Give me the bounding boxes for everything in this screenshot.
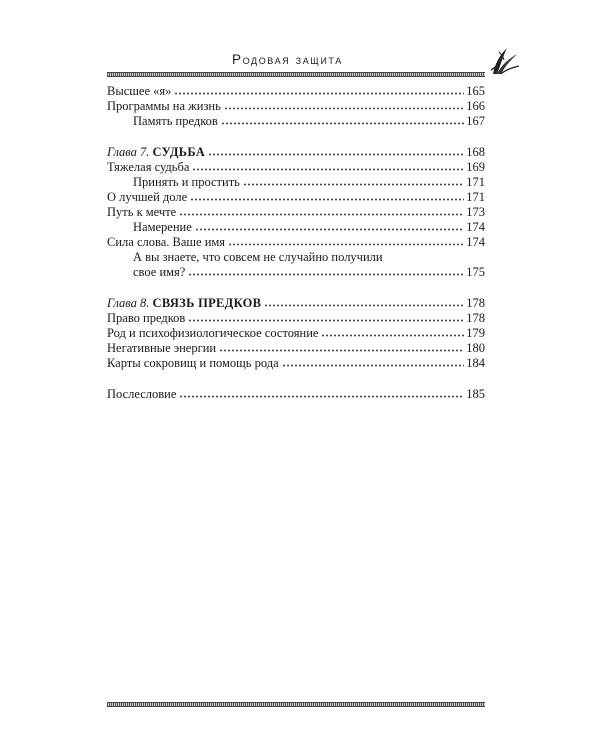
leader-dots bbox=[188, 312, 464, 322]
toc-entry-page: 171 bbox=[466, 175, 485, 189]
leader-dots bbox=[188, 266, 464, 276]
chapter-name: СУДЬБА bbox=[152, 145, 206, 159]
toc-entry-title: Негативные энергии bbox=[107, 341, 217, 355]
toc-entry-page: 178 bbox=[466, 311, 485, 325]
toc-entry-page: 178 bbox=[466, 296, 485, 310]
toc-entry bbox=[107, 205, 485, 220]
leader-dots bbox=[219, 342, 464, 352]
toc-entry-title: Программы на жизнь bbox=[107, 99, 221, 113]
toc-entry-page: 180 bbox=[466, 341, 485, 355]
toc-entry-title: Память предков bbox=[133, 114, 218, 128]
table-of-contents bbox=[107, 84, 485, 402]
toc-entry bbox=[107, 114, 485, 129]
leader-dots bbox=[228, 236, 464, 246]
leader-dots bbox=[179, 206, 464, 216]
toc-chapter-title bbox=[107, 296, 261, 311]
chapter-prefix: Глава 8. bbox=[107, 296, 150, 310]
toc-entry bbox=[107, 190, 485, 205]
toc-entry bbox=[107, 356, 485, 371]
leader-dots bbox=[179, 388, 464, 398]
toc-entry-title: Сила слова. Ваше имя bbox=[107, 235, 226, 249]
toc-entry-page: 173 bbox=[466, 205, 485, 219]
toc-entry-line2 bbox=[107, 265, 485, 280]
toc-chapter-entry bbox=[107, 296, 485, 311]
toc-entry-page: 179 bbox=[466, 326, 485, 340]
toc-chapter-title bbox=[107, 145, 205, 160]
toc-entry-line1 bbox=[107, 250, 485, 265]
leader-dots bbox=[174, 85, 464, 95]
toc-entry bbox=[107, 99, 485, 114]
leader-dots bbox=[208, 146, 464, 156]
toc-entry-title: Право предков bbox=[107, 311, 186, 325]
toc-entry bbox=[107, 311, 485, 326]
toc-entry-title: А вы знаете, что совсем не случайно получили bbox=[133, 250, 383, 264]
toc-entry-page: 185 bbox=[466, 387, 485, 401]
toc-entry-page: 171 bbox=[466, 190, 485, 204]
toc-entry bbox=[107, 160, 485, 175]
toc-entry-page: 167 bbox=[466, 114, 485, 128]
leader-dots bbox=[264, 297, 464, 307]
toc-entry-title: Принять и простить bbox=[133, 175, 240, 189]
leader-dots bbox=[190, 191, 464, 201]
toc-entry bbox=[107, 175, 485, 190]
chapter-prefix: Глава 7. bbox=[107, 145, 150, 159]
footer-rule bbox=[107, 702, 485, 707]
toc-entry-page: 166 bbox=[466, 99, 485, 113]
toc-entry-title: Карты сокровищ и помощь рода bbox=[107, 356, 279, 370]
toc-entry-title: Намерение bbox=[133, 220, 192, 234]
toc-entry bbox=[107, 326, 485, 341]
toc-entry-page: 175 bbox=[466, 265, 485, 279]
toc-entry bbox=[107, 341, 485, 356]
toc-entry bbox=[107, 84, 485, 99]
header-rule bbox=[107, 72, 485, 77]
toc-entry-title: Послесловие bbox=[107, 387, 177, 401]
toc-entry-page: 169 bbox=[466, 160, 485, 174]
leader-dots bbox=[221, 115, 464, 125]
toc-entry-page: 174 bbox=[466, 235, 485, 249]
leader-dots bbox=[192, 161, 464, 171]
toc-entry bbox=[107, 387, 485, 402]
leader-dots bbox=[224, 100, 464, 110]
leader-dots bbox=[195, 221, 464, 231]
toc-entry-page: 168 bbox=[466, 145, 485, 159]
running-head-title: Родовая защита bbox=[232, 52, 343, 67]
toc-entry-title: Тяжелая судьба bbox=[107, 160, 190, 174]
toc-entry bbox=[107, 235, 485, 250]
stylized-leaf-monogram-icon bbox=[487, 44, 521, 78]
toc-chapter-entry bbox=[107, 145, 485, 160]
leader-dots bbox=[243, 176, 464, 186]
toc-entry-page: 184 bbox=[466, 356, 485, 370]
toc-entry-title: Высшее «я» bbox=[107, 84, 172, 98]
toc-entry-title: О лучшей доле bbox=[107, 190, 188, 204]
leader-dots bbox=[321, 327, 464, 337]
toc-entry-title: Путь к мечте bbox=[107, 205, 177, 219]
toc-entry-page: 174 bbox=[466, 220, 485, 234]
toc-entry bbox=[107, 220, 485, 235]
leader-dots bbox=[282, 357, 465, 367]
toc-entry-title: Род и психофизиологическое состояние bbox=[107, 326, 319, 340]
toc-entry-title-cont: свое имя? bbox=[133, 265, 186, 279]
toc-entry-page: 165 bbox=[466, 84, 485, 98]
chapter-name: СВЯЗЬ ПРЕДКОВ bbox=[152, 296, 262, 310]
